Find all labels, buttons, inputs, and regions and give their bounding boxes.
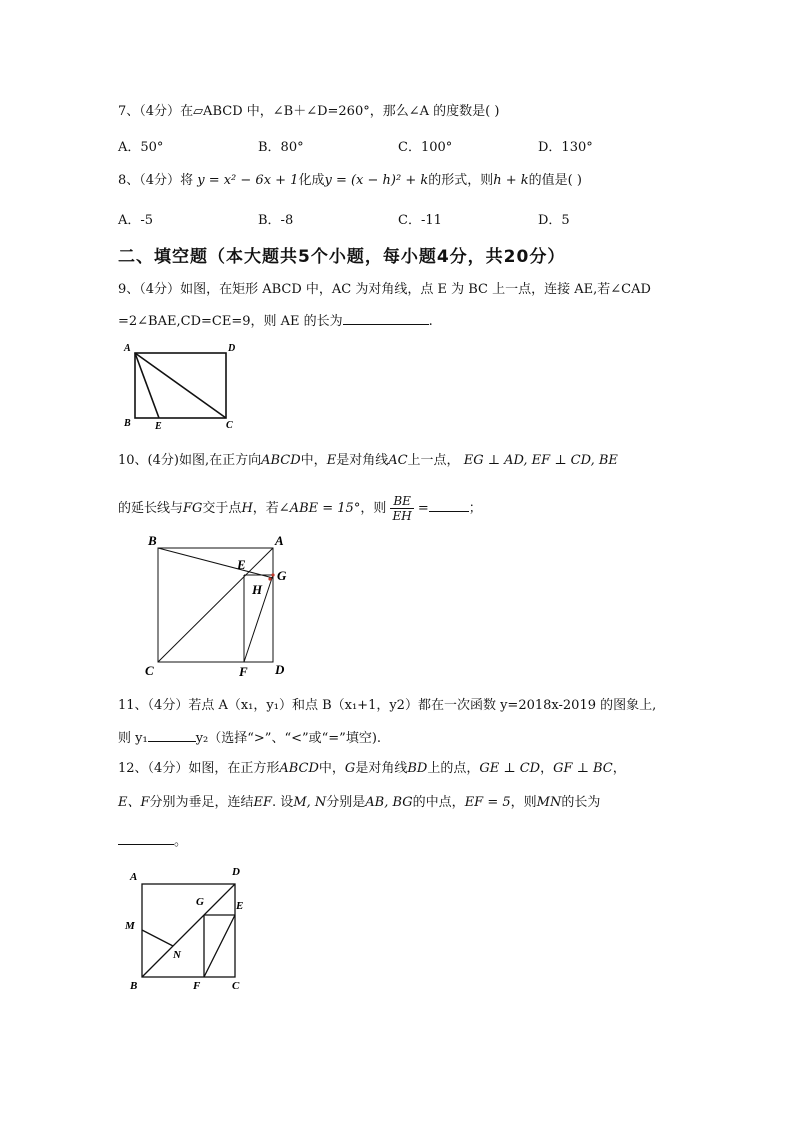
q12-segment-ef bbox=[204, 915, 235, 977]
q8-expression-3: h + k bbox=[493, 173, 529, 188]
q12-label-e: E bbox=[236, 900, 244, 912]
q8-number: 8、 bbox=[118, 173, 140, 188]
q12-text-2g: AB, BG bbox=[365, 795, 413, 810]
q11-number: 11、 bbox=[118, 698, 148, 713]
q10-point-g bbox=[271, 573, 274, 576]
q12-label-c: C bbox=[232, 980, 240, 992]
q10-segment-be bbox=[158, 548, 273, 578]
q9-line-end: . bbox=[428, 314, 433, 329]
q12-line-1 bbox=[118, 760, 626, 778]
q12-text-2a: E、F bbox=[118, 795, 150, 810]
q12-text-2h: 的中点， bbox=[412, 795, 465, 810]
q11-line-1 bbox=[118, 697, 656, 715]
q8-option-b: B．-8 bbox=[258, 213, 294, 228]
q12-score: （4分） bbox=[147, 761, 189, 776]
q7-stem: 在▱ABCD 中，∠B＋∠D=260°，那么∠A 的度数是( ) bbox=[180, 104, 500, 119]
q10-text-1b: ABCD bbox=[261, 453, 301, 468]
q12-label-f: F bbox=[193, 980, 201, 992]
q8-stem-a: 将 bbox=[180, 173, 194, 188]
q12-label-b: B bbox=[130, 980, 138, 992]
q10-label-e: E bbox=[237, 557, 246, 572]
q12-diagonal-bd bbox=[142, 884, 235, 977]
q8-option-d: D．5 bbox=[538, 213, 570, 228]
q10-diagonal-ac bbox=[158, 548, 273, 662]
q12-text-1i: ， bbox=[540, 761, 554, 776]
q12-figure bbox=[118, 862, 258, 1002]
q12-line-2 bbox=[118, 794, 600, 812]
q9-label-e: E bbox=[155, 421, 162, 432]
q10-text-2f: ∠ABE = 15° bbox=[278, 501, 361, 516]
q10-line-1 bbox=[118, 452, 618, 470]
q11-text-1: 若点 A（x₁，y₁）和点 B（x₁+1，y2）都在一次函数 y=2018x-2019 的图象上, bbox=[188, 698, 657, 713]
q9-line-1 bbox=[118, 281, 651, 299]
q12-label-d: D bbox=[232, 866, 240, 878]
q12-label-g: G bbox=[196, 896, 204, 908]
q9-label-c: C bbox=[226, 420, 233, 431]
q12-text-2b: 分别为垂足，连结 bbox=[149, 795, 254, 810]
q10-label-f: F bbox=[239, 664, 248, 679]
q9-diagonal-ac bbox=[135, 353, 226, 418]
q12-label-m: M bbox=[125, 920, 135, 932]
q10-label-b: B bbox=[148, 533, 157, 548]
q12-line-end: 。 bbox=[174, 834, 188, 849]
q10-text-2d: H bbox=[241, 501, 253, 516]
q12-text-2k: MN bbox=[536, 795, 562, 810]
q9-segment-ae bbox=[135, 353, 159, 418]
q8-stem-line bbox=[118, 172, 582, 190]
q10-score: (4分) bbox=[147, 453, 179, 468]
q10-point-h bbox=[268, 577, 271, 580]
q10-fraction bbox=[390, 494, 413, 523]
q12-text-2i: EF = 5 bbox=[464, 795, 511, 810]
q9-label-a: A bbox=[124, 343, 131, 354]
q10-label-d: D bbox=[275, 662, 285, 677]
q11-text-2b: y₂（选择“>”、“<”或“=”填空). bbox=[195, 731, 382, 746]
section-heading: 二、填空题（本大题共5个小题，每小题4分，共20分） bbox=[118, 247, 566, 267]
q12-text-1d: G bbox=[344, 761, 356, 776]
q8-stem-b: 化成 bbox=[298, 173, 325, 188]
q9-number: 9、 bbox=[118, 282, 140, 297]
q9-label-b: B bbox=[124, 418, 131, 429]
q12-text-1j: GF ⊥ BC bbox=[553, 761, 613, 776]
q9-answer-blank[interactable] bbox=[343, 312, 429, 325]
q7-option-b: B．80° bbox=[258, 140, 304, 155]
q8-stem-c: 的形式，则 bbox=[428, 173, 494, 188]
q9-line-2 bbox=[118, 312, 433, 331]
q12-label-a: A bbox=[130, 871, 138, 883]
q12-text-1k: ， bbox=[612, 761, 626, 776]
q11-answer-blank[interactable] bbox=[148, 729, 196, 742]
q10-label-h: H bbox=[252, 582, 263, 597]
q11-line-2 bbox=[118, 729, 381, 748]
q10-equals: = bbox=[417, 501, 429, 516]
q7-option-d: D．130° bbox=[538, 140, 593, 155]
q9-figure bbox=[122, 340, 242, 430]
q8-option-c: C．-11 bbox=[398, 213, 442, 228]
q11-score: （4分） bbox=[147, 698, 189, 713]
q12-number: 12、 bbox=[118, 761, 148, 776]
q9-label-d: D bbox=[228, 343, 236, 354]
q12-text-2c: EF bbox=[253, 795, 273, 810]
q12-text-1h: GE ⊥ CD bbox=[479, 761, 541, 776]
q7-score: （4分） bbox=[139, 104, 181, 119]
q10-figure bbox=[142, 530, 302, 680]
q8-expression-2: y = (x − h)² + k bbox=[324, 173, 429, 188]
q10-fraction-numerator: BE bbox=[390, 494, 413, 509]
q7-option-a: A．50° bbox=[118, 140, 164, 155]
q8-expression-1: y = x² − 6x + 1 bbox=[197, 173, 299, 188]
q12-text-2f: 分别是 bbox=[326, 795, 366, 810]
q10-text-2c: 交于点 bbox=[202, 501, 242, 516]
q10-text-2a: 的延长线与 bbox=[118, 501, 184, 516]
q12-text-1b: ABCD bbox=[279, 761, 319, 776]
q11-text-2a: 则 y₁ bbox=[118, 731, 148, 746]
q12-segment-mn bbox=[142, 930, 173, 946]
q8-stem-d: 的值是( ) bbox=[528, 173, 582, 188]
q10-line-2 bbox=[118, 494, 482, 523]
q12-text-2e: M, N bbox=[293, 795, 327, 810]
q10-line-end: ； bbox=[468, 501, 482, 516]
q10-text-1g: 上一点， bbox=[407, 453, 460, 468]
q12-text-2j: ，则 bbox=[510, 795, 537, 810]
q12-text-1f: BD bbox=[407, 761, 428, 776]
q10-text-1f: AC bbox=[388, 453, 408, 468]
q12-line-3 bbox=[118, 832, 187, 851]
q10-text-1a: 如图,在正方向 bbox=[178, 453, 262, 468]
q10-number: 10、 bbox=[118, 453, 148, 468]
q10-text-1h: EG ⊥ AD, EF ⊥ CD, BE bbox=[463, 453, 618, 468]
q10-text-2b: FG bbox=[183, 501, 203, 516]
q10-text-2e: ，若 bbox=[252, 501, 279, 516]
q12-text-2l: 的长为 bbox=[561, 795, 601, 810]
q12-text-1c: 中， bbox=[318, 761, 345, 776]
q12-answer-blank[interactable] bbox=[118, 832, 174, 845]
q10-label-a: A bbox=[275, 533, 284, 548]
q10-answer-blank[interactable] bbox=[429, 499, 469, 512]
q12-text-1a: 如图，在正方形 bbox=[188, 761, 280, 776]
q10-label-g: G bbox=[277, 568, 287, 583]
q9-text-2: =2∠BAE,CD=CE=9，则 AE 的长为 bbox=[118, 314, 343, 329]
q12-text-1e: 是对角线 bbox=[355, 761, 408, 776]
q8-score: （4分） bbox=[139, 173, 181, 188]
q10-fraction-denominator: EH bbox=[392, 509, 412, 523]
q10-text-1c: 中， bbox=[300, 453, 327, 468]
q10-text-1e: 是对角线 bbox=[336, 453, 389, 468]
q10-text-2g: ，则 bbox=[360, 501, 387, 516]
q12-text-2d: . 设 bbox=[272, 795, 294, 810]
q9-score: （4分） bbox=[139, 282, 181, 297]
q10-label-c: C bbox=[145, 663, 154, 678]
q9-text-1: 如图，在矩形 ABCD 中，AC 为对角线，点 E 为 BC 上一点，连接 AE,若∠CAD bbox=[180, 282, 651, 297]
q7-stem-line bbox=[118, 103, 499, 121]
q7-number: 7、 bbox=[118, 104, 140, 119]
q12-text-1g: 上的点， bbox=[427, 761, 480, 776]
q10-text-1d: E bbox=[326, 453, 337, 468]
q8-option-a: A．-5 bbox=[118, 213, 154, 228]
q12-label-n: N bbox=[173, 949, 181, 961]
q7-option-c: C．100° bbox=[398, 140, 453, 155]
